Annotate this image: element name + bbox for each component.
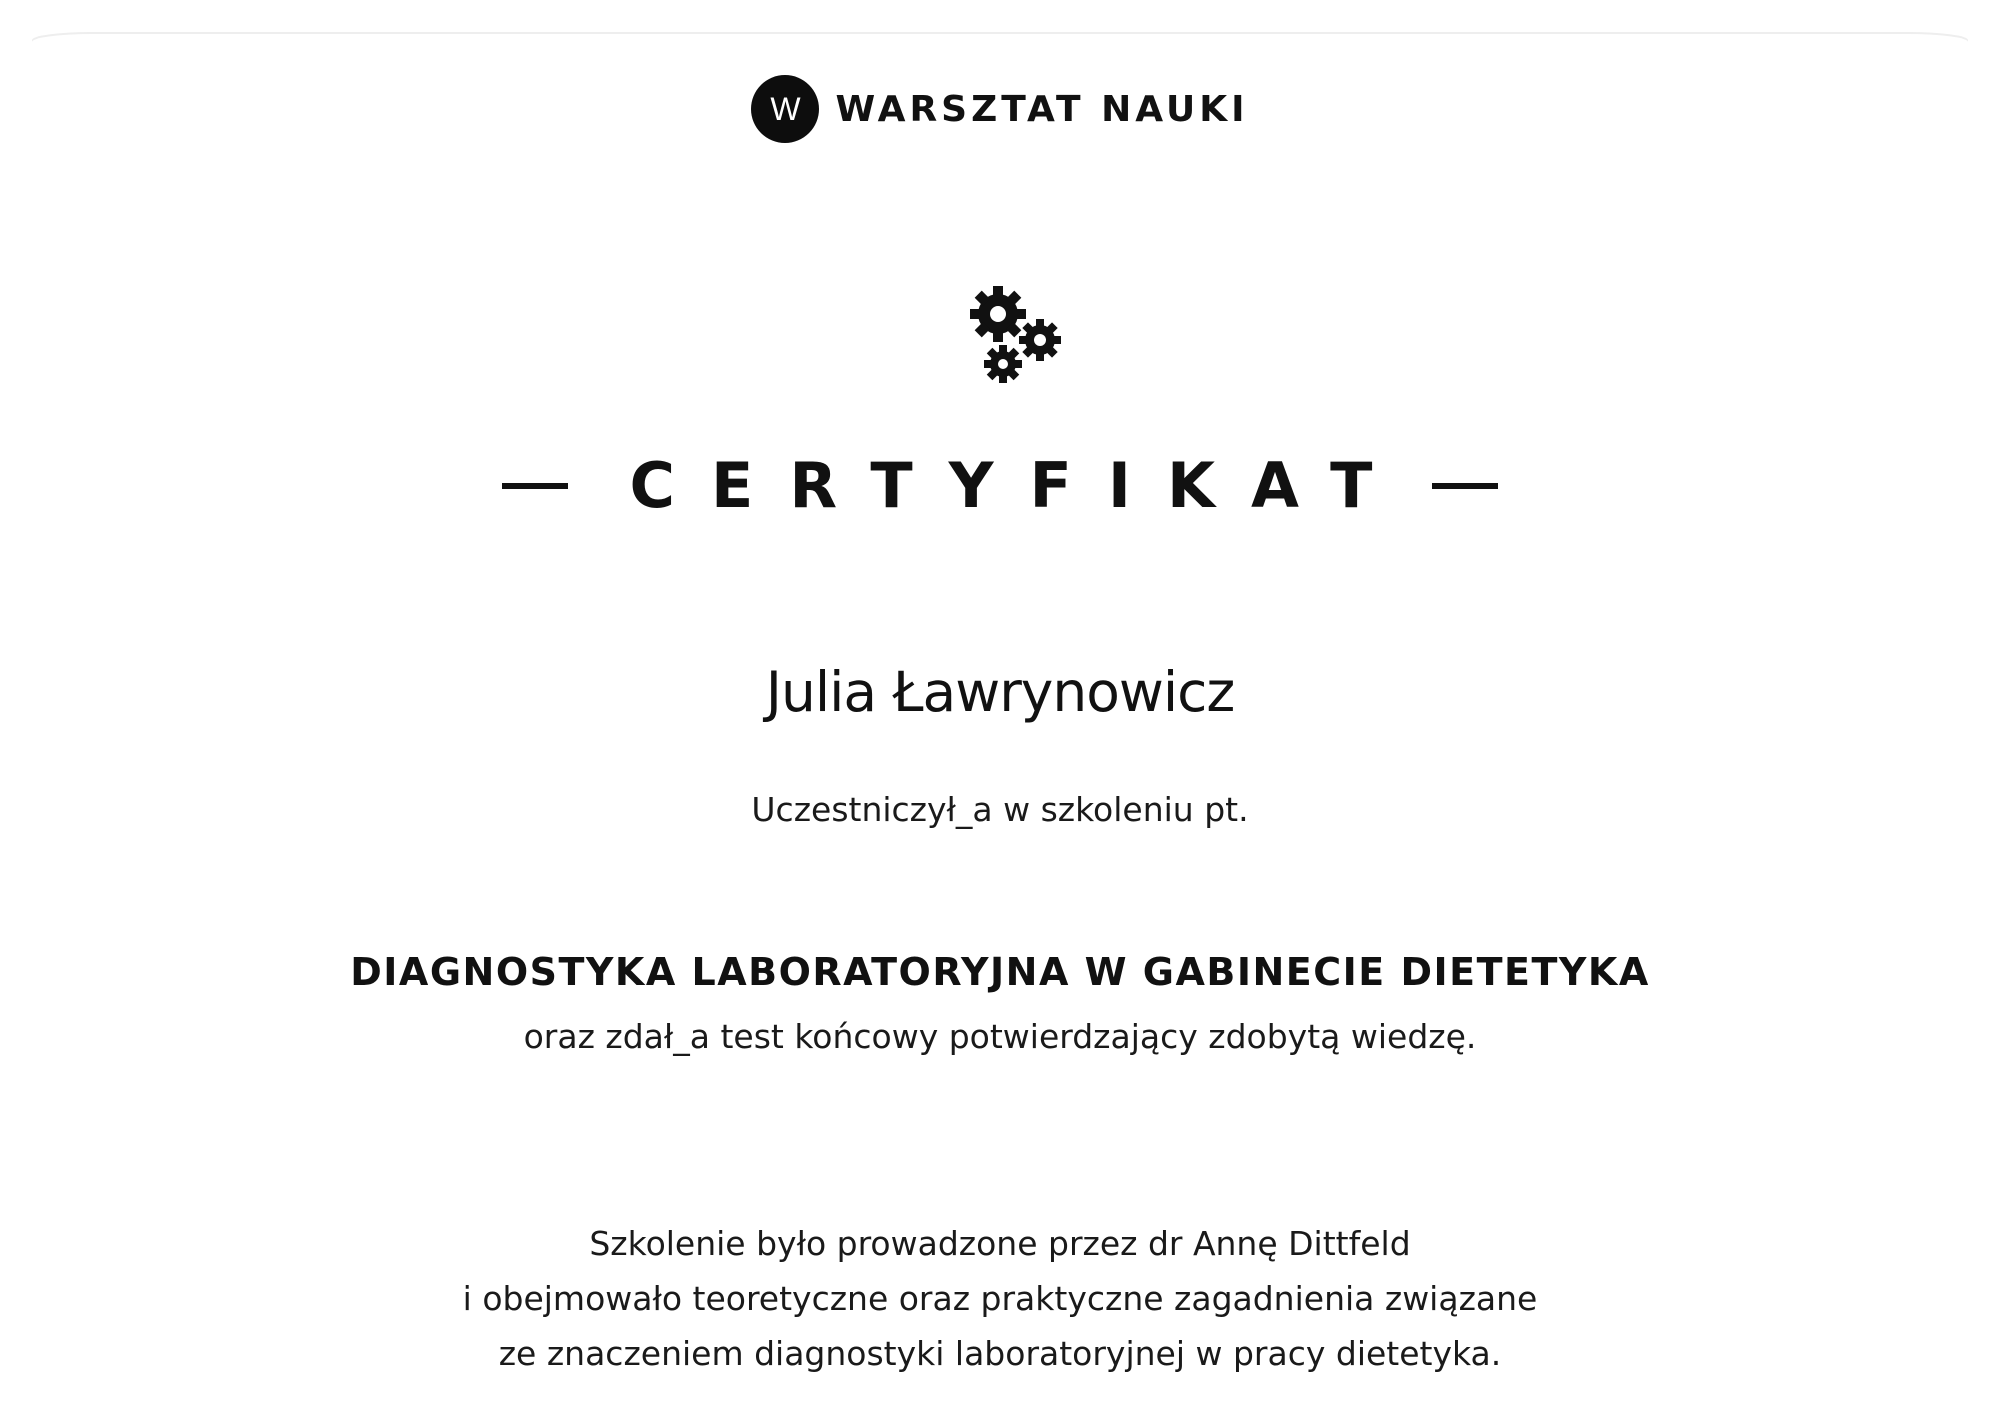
certificate-page <box>32 34 1968 1414</box>
participation-text: Uczestniczył_a w szkoleniu pt. <box>751 790 1249 829</box>
title-dash-right <box>1432 483 1498 489</box>
certificate-title: CERTYFIKAT <box>629 449 1409 522</box>
logo <box>0 75 2000 143</box>
description-line-1: Szkolenie było prowadzone przez dr Annę Dittfeld <box>589 1224 1411 1263</box>
description-line-2: i obejmowało teoretyczne oraz praktyczne zagadnienia związane <box>462 1279 1538 1318</box>
course-title: DIAGNOSTYKA LABORATORYJNA W GABINECIE DIETETYKA <box>350 950 1650 994</box>
logo-mark: W <box>751 75 819 143</box>
logo-text: WARSZTAT NAUKI <box>835 88 1249 130</box>
passed-text: oraz zdał_a test końcowy potwierdzający zdobytą wiedzę. <box>523 1017 1477 1056</box>
title-dash-left <box>502 483 568 489</box>
title-row <box>0 448 2000 524</box>
description-line-3: ze znaczeniem diagnostyki laboratoryjnej w pracy dietetyka. <box>498 1334 1502 1373</box>
gears-icon <box>960 282 1070 392</box>
recipient-name: Julia Ławrynowicz <box>765 660 1235 724</box>
